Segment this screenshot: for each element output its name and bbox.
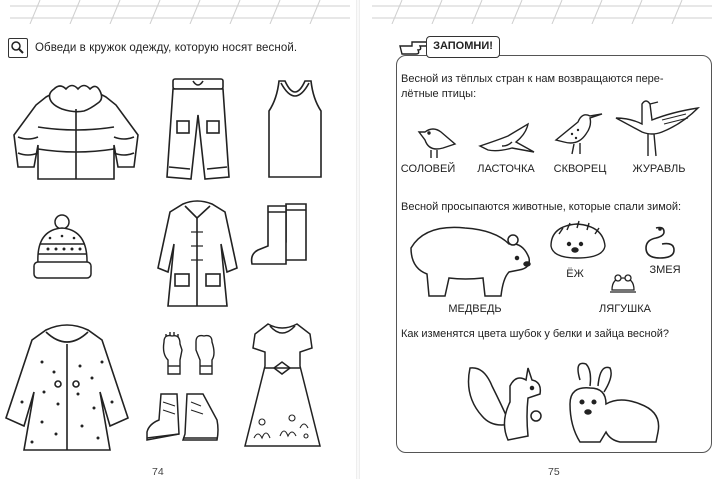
page-number: 74 [152,466,164,478]
bird-label: СКВОРЕЦ [553,163,607,175]
page-top-hatching [10,0,350,24]
dress-icon[interactable] [240,318,325,456]
animal-label: МЕДВЕДЬ [448,303,502,315]
bird-label: ЛАСТОЧКА [477,163,535,175]
fur-question-text: Как изменятся цвета шубок у белки и зайца весной? [401,328,670,340]
book-gutter [356,0,360,479]
snake-icon [638,222,678,262]
magnifier-icon [8,38,28,58]
nightingale-icon [415,122,460,160]
pants-icon[interactable] [163,75,233,187]
hare-icon [560,360,665,448]
bear-icon [405,218,535,300]
remember-badge: ЗАПОМНИ! [426,36,500,58]
fur-coat-icon[interactable] [2,322,132,457]
animal-label: ЗМЕЯ [649,264,681,276]
birds-text: Весной из тёплых стран к нам возвращаются пере-лётные птицы: [401,73,664,100]
gloves-icon[interactable] [160,330,220,378]
rubber-boots-icon[interactable] [250,200,310,268]
bird-label: ЖУРАВЛЬ [632,163,686,175]
frog-icon [608,268,638,296]
swallow-icon [478,122,536,160]
coat-icon[interactable] [155,198,240,310]
starling-icon [550,108,605,158]
lace-boots-icon[interactable] [145,390,220,450]
page-number: 75 [548,466,560,478]
crane-icon [612,94,702,160]
tank-top-icon[interactable] [265,77,325,182]
bird-label: СОЛОВЕЙ [400,163,456,175]
pointing-hand-icon [398,36,428,60]
task-instruction: Обведи в кружок одежду, которую носят весной. [35,42,298,54]
squirrel-icon [462,356,552,448]
left-page [0,0,358,479]
page-top-hatching [372,0,712,24]
winter-jacket-icon[interactable] [6,75,146,185]
animal-label: ЁЖ [566,268,584,280]
hedgehog-icon [545,220,610,262]
animal-label: ЛЯГУШКА [599,303,651,315]
knit-hat-icon[interactable] [30,212,95,284]
animals-text: Весной просыпаются животные, которые спали зимой: [401,201,682,213]
